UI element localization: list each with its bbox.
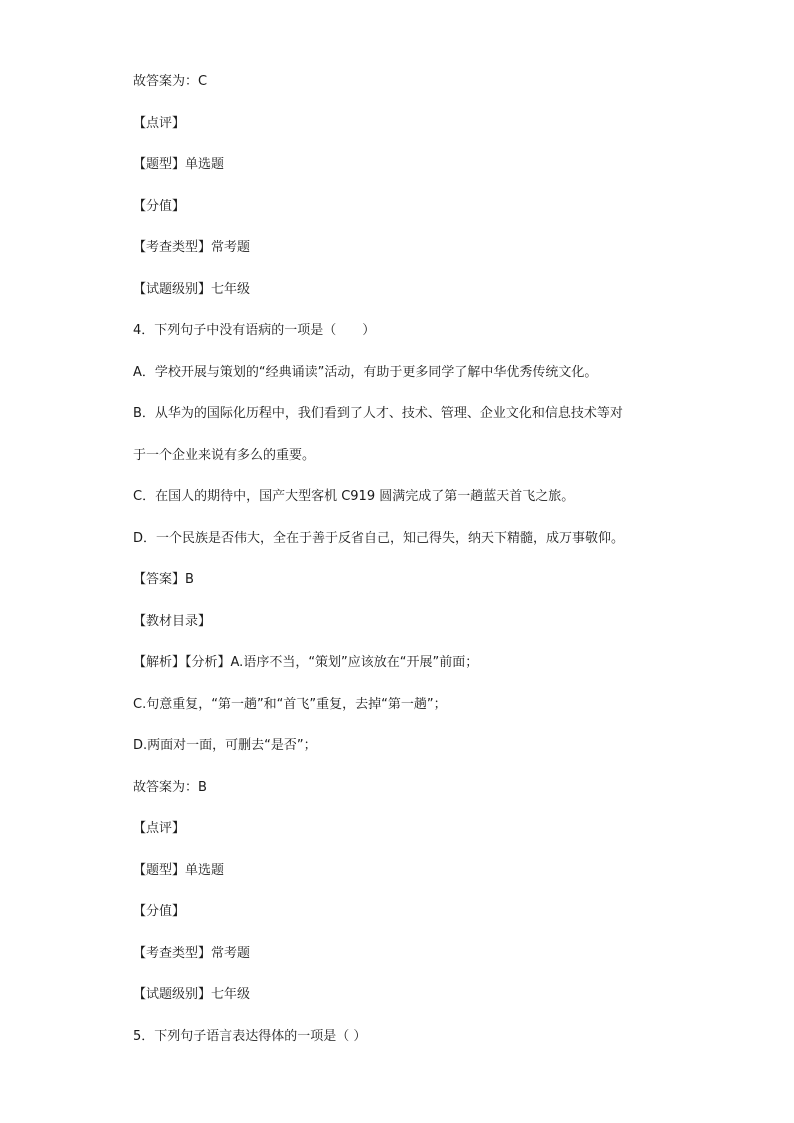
score-heading: 【分值】 xyxy=(133,199,186,214)
question-4-option-a: A．学校开展与策划的“经典诵读”活动，有助于更多同学了解中华优秀传统文化。 xyxy=(133,365,598,380)
question-4-stem: 4．下列句子中没有语病的一项是（ ） xyxy=(133,323,376,338)
score-heading: 【分值】 xyxy=(133,904,186,919)
answer-line: 故答案为：B xyxy=(133,780,207,795)
question-5-stem: 5．下列句子语言表达得体的一项是（ ） xyxy=(133,1029,367,1044)
question-4-option-b-cont: 于一个企业来说有多么的重要。 xyxy=(133,448,316,463)
question-4-option-c: C．在国人的期待中，国产大型客机 C919 圆满完成了第一趟蓝天首飞之旅。 xyxy=(133,489,575,504)
grade-level-line: 【试题级别】七年级 xyxy=(133,987,251,1002)
question-4-option-d: D．一个民族是否伟大，全在于善于反省自己，知己得失，纳天下精髓，成万事敬仰。 xyxy=(133,531,625,546)
answer-line: 故答案为：C xyxy=(133,74,208,89)
question-type-line: 【题型】单选题 xyxy=(133,157,225,172)
answer-key-line: 【答案】B xyxy=(133,572,194,587)
grade-level-line: 【试题级别】七年级 xyxy=(133,282,251,297)
exam-type-line: 【考查类型】常考题 xyxy=(133,240,251,255)
analysis-line-d: D.两面对一面，可删去“是否”； xyxy=(133,738,317,753)
analysis-line-a: 【解析】【分析】A.语序不当，“策划”应该放在“开展”前面； xyxy=(133,655,479,670)
analysis-line-c: C.句意重复，“第一趟”和“首飞”重复，去掉“第一趟”； xyxy=(133,697,447,712)
question-4-option-b: B．从华为的国际化历程中，我们看到了人才、技术、管理、企业文化和信息技术等对 xyxy=(133,406,623,421)
comment-heading: 【点评】 xyxy=(133,821,186,836)
comment-heading: 【点评】 xyxy=(133,116,186,131)
exam-type-line: 【考查类型】常考题 xyxy=(133,946,251,961)
textbook-directory-heading: 【教材目录】 xyxy=(133,614,212,629)
question-type-line: 【题型】单选题 xyxy=(133,863,225,878)
